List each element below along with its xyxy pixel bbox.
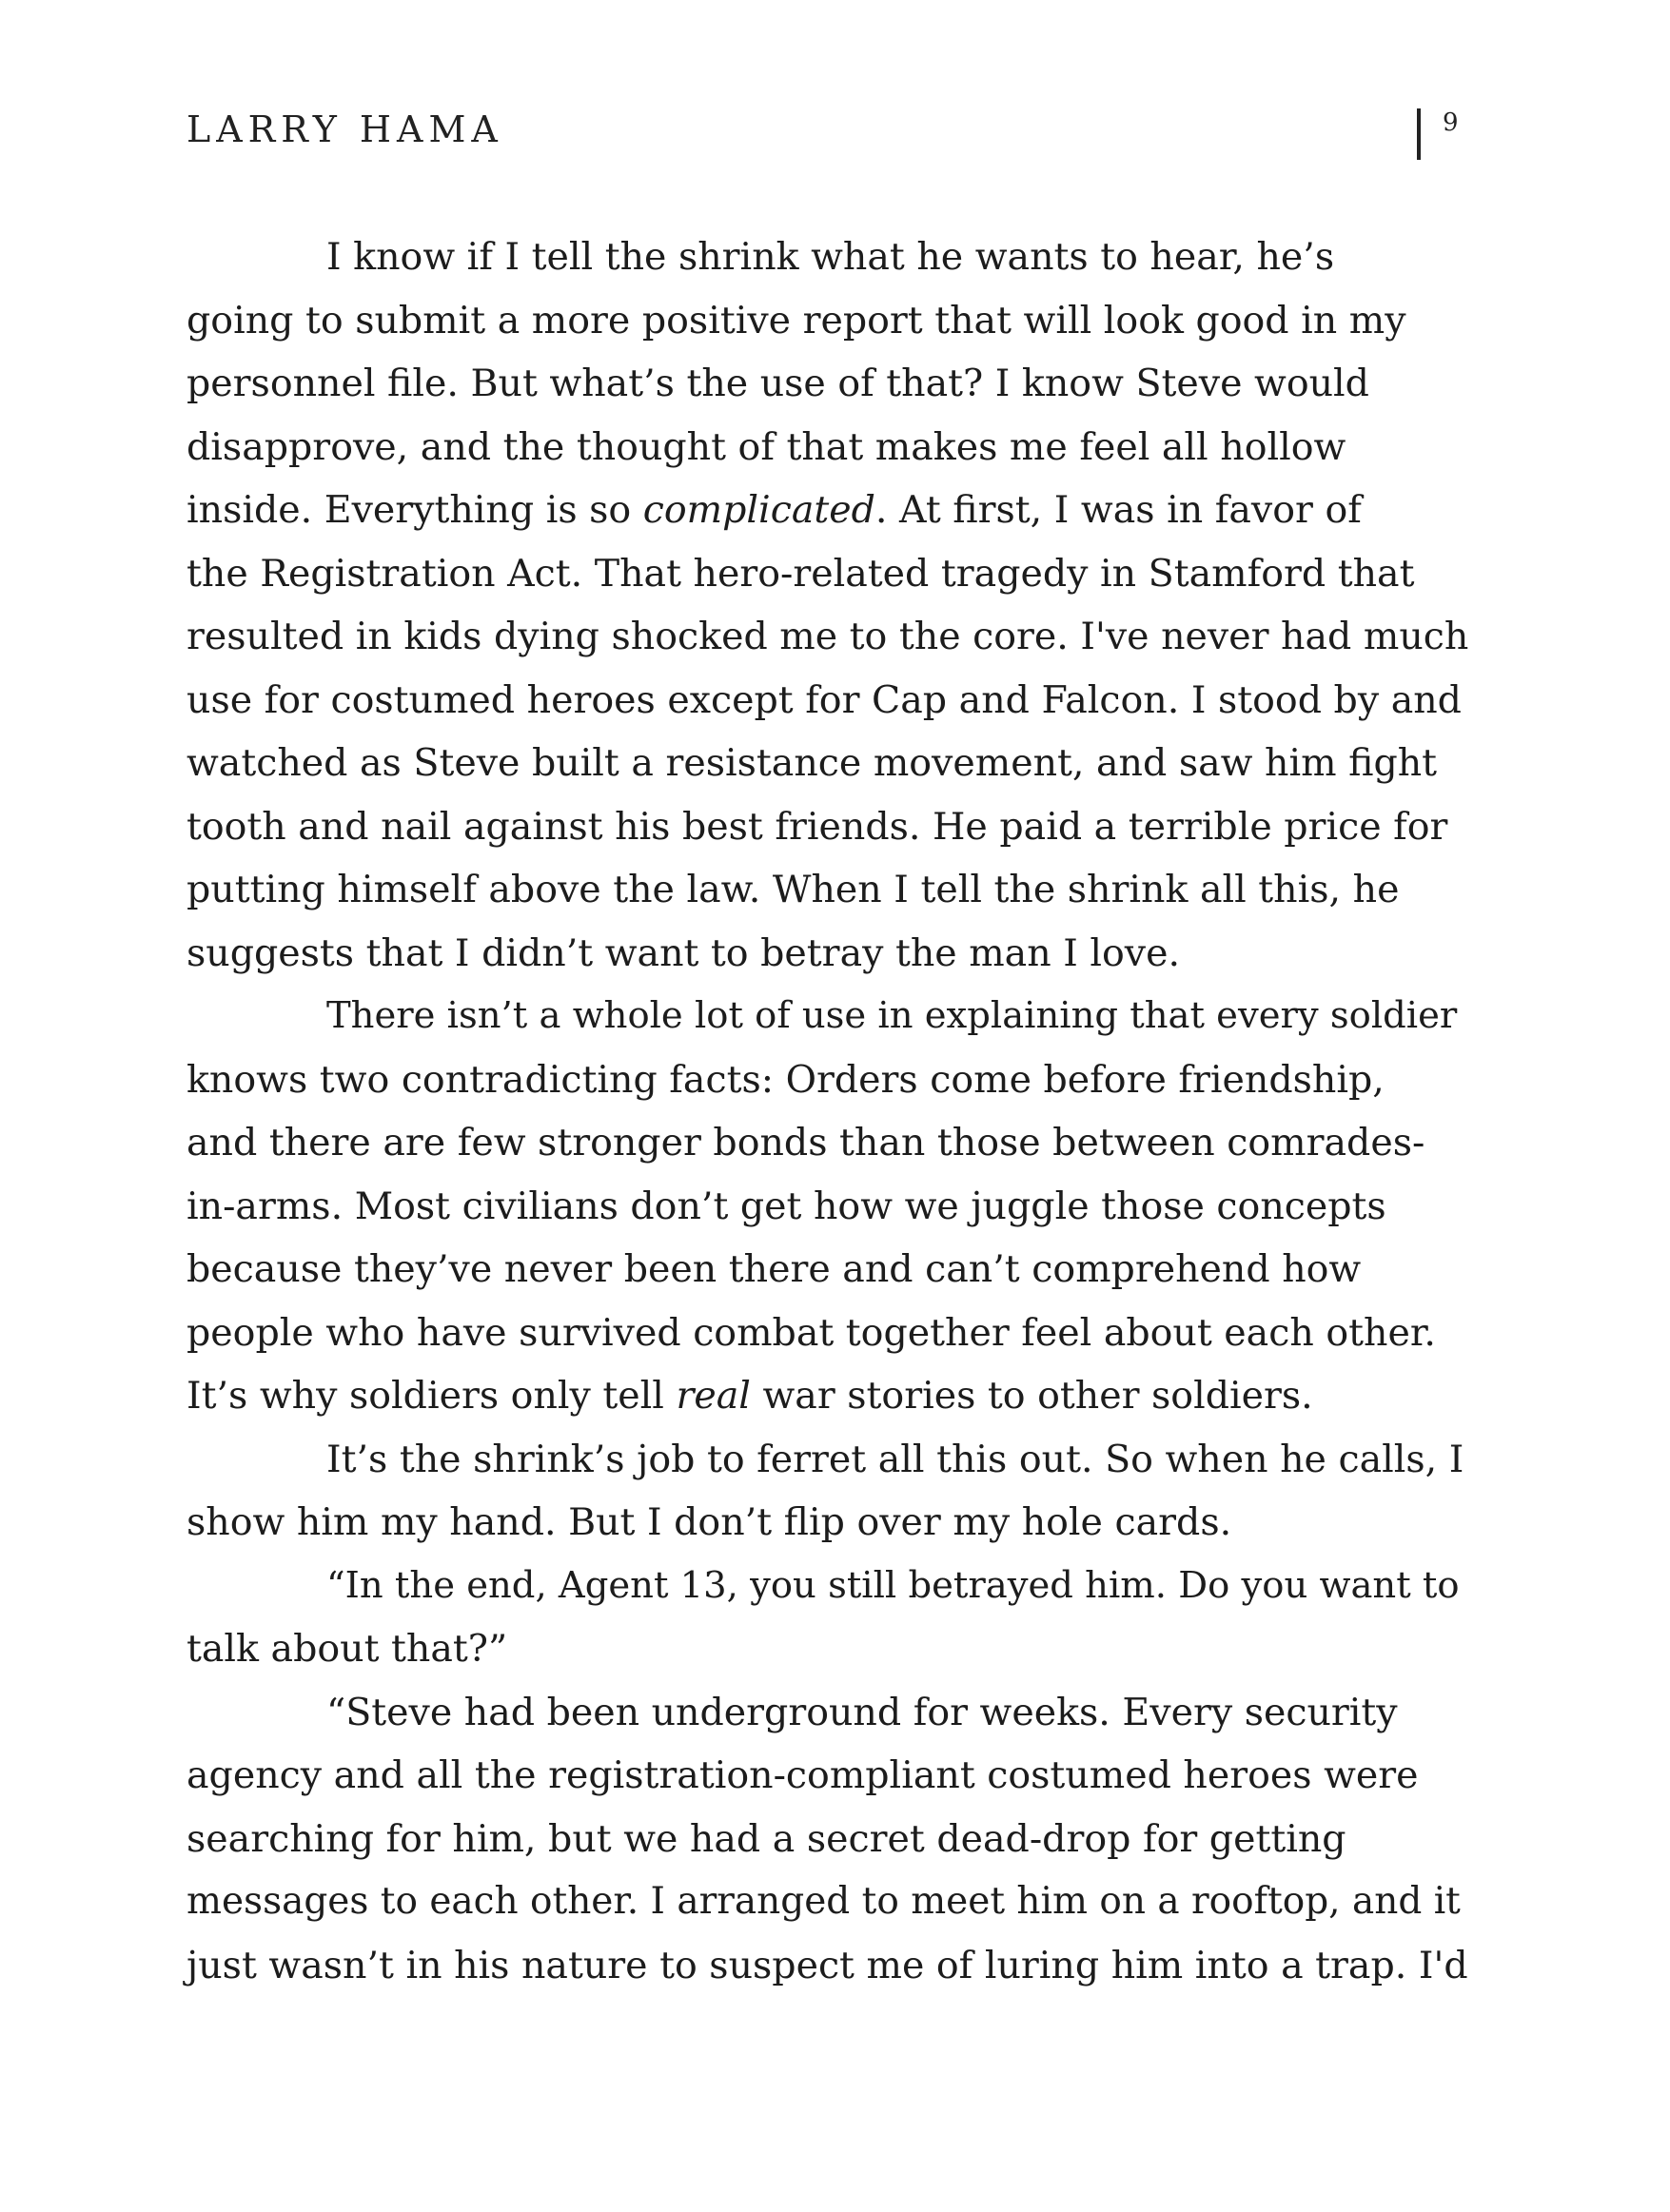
text-line: “Steve had been underground for weeks. Every security <box>326 1690 1398 1734</box>
text-line: show him my hand. But I don’t flip over my hole cards. <box>187 1500 1232 1544</box>
emphasis-text: real <box>676 1374 751 1418</box>
text-line <box>187 479 1471 542</box>
text-line: tooth and nail against his best friends. He paid a terrible price for <box>187 804 1448 849</box>
text-line: in-arms. Most civilians don’t get how we juggle those concepts <box>187 1184 1386 1228</box>
text-line: disapprove, and the thought of that makes me feel all hollow <box>187 424 1346 469</box>
text-line: personnel file. But what’s the use of that? I know Steve would <box>187 362 1369 405</box>
text-line: There isn’t a whole lot of use in explaining that every soldier <box>326 994 1458 1037</box>
text-line: going to submit a more positive report that will look good in my <box>187 298 1406 343</box>
text-line: the Registration Act. That hero-related tragedy in Stamford that <box>187 551 1415 596</box>
text-line: watched as Steve built a resistance movement, and saw him fight <box>187 741 1438 785</box>
text-line: searching for him, but we had a secret dead-drop for getting <box>187 1816 1346 1861</box>
text-line: people who have survived combat together feel about each other. <box>187 1310 1436 1355</box>
text-line: putting himself above the law. When I tell the shrink all this, he <box>187 868 1400 911</box>
header-divider <box>1417 108 1421 160</box>
text-line: agency and all the registration-compliant costumed heroes were <box>187 1753 1419 1797</box>
text-line: just wasn’t in his nature to suspect me of luring him into a trap. I'd <box>187 1943 1468 1987</box>
text-line: resulted in kids dying shocked me to the core. I've never had much <box>187 615 1469 658</box>
text-line <box>187 1364 1471 1428</box>
page-number: 9 <box>1443 108 1459 137</box>
text-line: use for costumed heroes except for Cap and Falcon. I stood by and <box>187 677 1462 722</box>
text-line: because they’ve never been there and can’t comprehend how <box>187 1247 1362 1291</box>
text-line: suggests that I didn’t want to betray the man I love. <box>187 930 1181 975</box>
body-text <box>187 225 1471 1997</box>
running-header <box>187 103 1462 160</box>
text-run: war stories to other soldiers. <box>750 1374 1313 1418</box>
text-run: It’s why soldiers only tell <box>187 1374 677 1418</box>
text-line: It’s the shrink’s job to ferret all this out. So when he calls, I <box>326 1437 1464 1481</box>
emphasis-text: complicated <box>642 488 875 532</box>
text-line: messages to each other. I arranged to meet him on a rooftop, and it <box>187 1880 1461 1923</box>
text-line: talk about that?” <box>187 1627 508 1671</box>
author-name: LARRY HAMA <box>187 108 503 150</box>
text-line: knows two contradicting facts: Orders come before friendship, <box>187 1057 1385 1102</box>
text-line: I know if I tell the shrink what he wants to hear, he’s <box>326 235 1335 279</box>
text-line: and there are few stronger bonds than those between comrades- <box>187 1121 1425 1165</box>
text-run: . At first, I was in favor of <box>874 488 1362 532</box>
text-run: inside. Everything is so <box>187 488 643 532</box>
text-line: “In the end, Agent 13, you still betrayed him. Do you want to <box>326 1563 1460 1607</box>
